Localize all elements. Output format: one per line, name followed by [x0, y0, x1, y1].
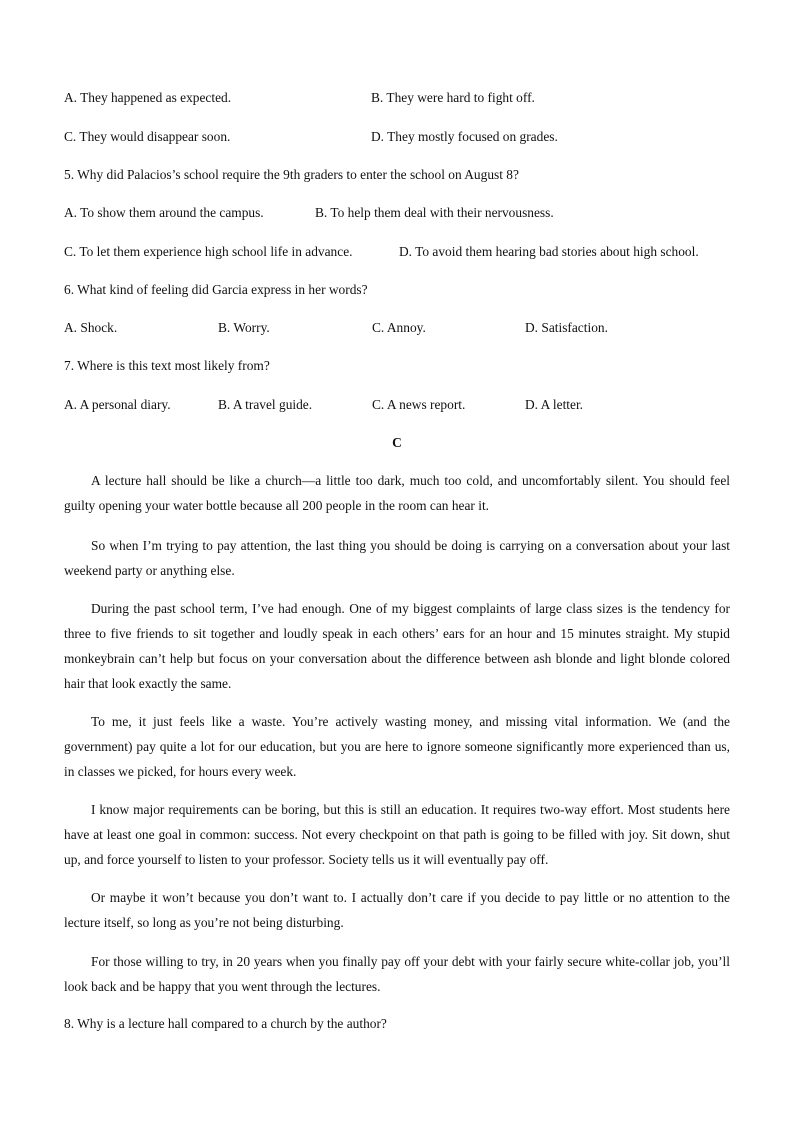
q4-option-b: B. They were hard to fight off.	[371, 90, 535, 105]
q7-option-b: B. A travel guide.	[218, 397, 313, 412]
passage-paragraph-4: To me, it just feels like a waste. You’re actively wasting money, and missing vital information. We (and the government) pay quite a lot for our education, but you are here to ignore someone significantly more experienced than us, in classes we picked, for hours every week.	[64, 714, 730, 779]
passage-paragraph-1: A lecture hall should be like a church—a little too dark, much too cold, and uncomfortably silent. You should feel guilty opening your water bottle because all 200 people in the room can hear it.	[64, 473, 730, 513]
q4-option-d: D. They mostly focused on grades.	[371, 129, 558, 144]
q6-option-c: C. Annoy.	[372, 320, 426, 335]
q5-option-b: B. To help them deal with their nervousness.	[315, 205, 554, 220]
q4-option-c: C. They would disappear soon.	[64, 129, 231, 144]
q7-stem: 7. Where is this text most likely from?	[64, 358, 270, 373]
passage-paragraph-3: During the past school term, I’ve had enough. One of my biggest complaints of large class sizes is the tendency for three to five friends to sit together and loudly speak in each others’ ears for an hour and 15 minutes straight. My stupid monkeybrain can’t help but focus on your conversation about the difference between ash blonde and light blonde colored hair that look exactly the same.	[64, 601, 730, 691]
passage-paragraph-7: For those willing to try, in 20 years when you finally pay off your debt with your fairly secure white-collar job, you’ll look back and be happy that you went through the lectures.	[64, 954, 730, 994]
q6-option-b: B. Worry.	[218, 320, 270, 335]
q8-stem: 8. Why is a lecture hall compared to a church by the author?	[64, 1016, 387, 1031]
q5-option-c: C. To let them experience high school life in advance.	[64, 244, 353, 259]
q6-option-d: D. Satisfaction.	[525, 320, 608, 335]
q7-option-a: A. A personal diary.	[64, 397, 171, 412]
q7-option-d: D. A letter.	[525, 397, 584, 412]
passage-paragraph-6: Or maybe it won’t because you don’t want to. I actually don’t care if you decide to pay little or no attention to the lecture itself, so long as you’re not being disturbing.	[64, 890, 730, 930]
q7-option-c: C. A news report.	[372, 397, 466, 412]
passage-paragraph-2: So when I’m trying to pay attention, the last thing you should be doing is carrying on a conversation about your last weekend party or anything else.	[64, 538, 730, 578]
q4-option-a: A. They happened as expected.	[64, 90, 232, 105]
q6-stem: 6. What kind of feeling did Garcia express in her words?	[64, 282, 368, 297]
passage-paragraph-5: I know major requirements can be boring, but this is still an education. It requires two-way effort. Most students here have at least one goal in common: success. Not every checkpoint on that path is going to be filled with joy. Sit down, shut up, and force yourself to listen to your professor. Society tells us it will eventually pay off.	[64, 802, 730, 867]
section-heading: C	[392, 435, 402, 450]
q5-option-a: A. To show them around the campus.	[64, 205, 264, 220]
q5-option-d: D. To avoid them hearing bad stories about high school.	[399, 244, 699, 259]
q6-option-a: A. Shock.	[64, 320, 118, 335]
q5-stem: 5. Why did Palacios’s school require the 9th graders to enter the school on August 8?	[64, 167, 519, 182]
